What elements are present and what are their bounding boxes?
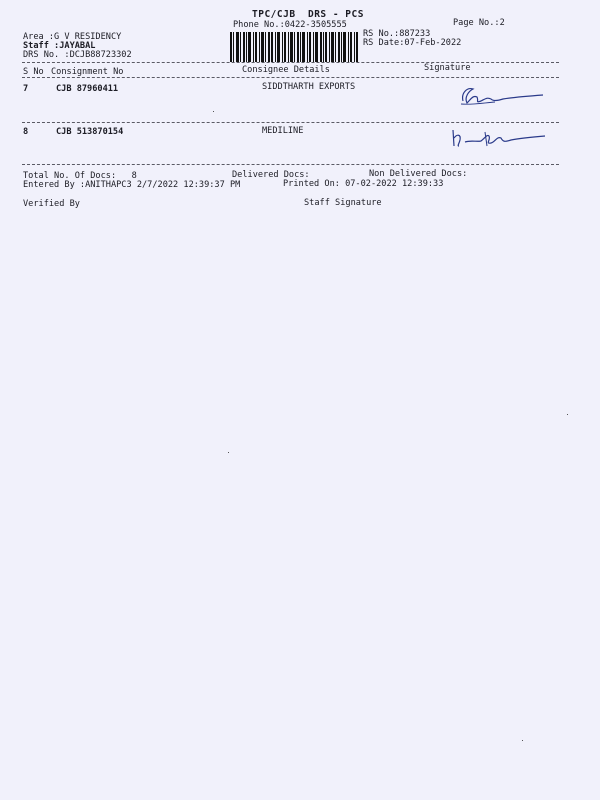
row-consignee: SIDDTHARTH EXPORTS — [262, 82, 356, 92]
divider — [22, 164, 559, 165]
document-title: TPC/CJB DRS - PCS — [252, 9, 364, 20]
divider — [22, 122, 559, 123]
row-sno: 7 — [23, 84, 29, 94]
delivered-docs: Delivered Docs: — [232, 170, 310, 180]
scan-speck — [522, 740, 523, 741]
row-consignee: MEDILINE — [262, 126, 304, 136]
printed-on: Printed On: 07-02-2022 12:39:33 — [283, 179, 444, 189]
signature-mark — [455, 83, 550, 111]
staff-signature-label: Staff Signature — [304, 198, 382, 208]
column-header-consignee: Consignee Details — [242, 65, 330, 75]
scan-speck — [213, 111, 214, 112]
rs-number: RS No.:887233 — [363, 29, 431, 39]
barcode — [230, 32, 358, 62]
divider — [22, 77, 559, 78]
total-docs: Total No. Of Docs: 8 — [23, 171, 137, 181]
entered-by: Entered By :ANITHAPC3 2/7/2022 12:39:37 PM — [23, 180, 241, 190]
column-header-sno: S No — [23, 67, 44, 77]
area-field: Area :G V RESIDENCY — [23, 32, 122, 42]
divider — [22, 62, 559, 63]
column-header-signature: Signature — [424, 63, 471, 73]
phone-number: Phone No.:0422-3505555 — [233, 20, 347, 30]
row-sno: 8 — [23, 127, 29, 137]
scan-speck — [567, 414, 568, 415]
staff-field: Staff :JAYABAL — [23, 41, 96, 51]
column-header-consignment: Consignment No — [51, 67, 124, 77]
drs-number: DRS No. :DCJB88723302 — [23, 50, 132, 60]
page-number: Page No.:2 — [453, 18, 505, 28]
row-consignment: CJB 87960411 — [56, 84, 119, 94]
verified-by: Verified By — [23, 199, 80, 209]
signature-mark — [445, 124, 550, 152]
rs-date: RS Date:07-Feb-2022 — [363, 38, 462, 48]
scan-speck — [228, 452, 229, 453]
row-consignment: CJB 513870154 — [56, 127, 124, 137]
non-delivered-docs: Non Delivered Docs: — [369, 169, 468, 179]
